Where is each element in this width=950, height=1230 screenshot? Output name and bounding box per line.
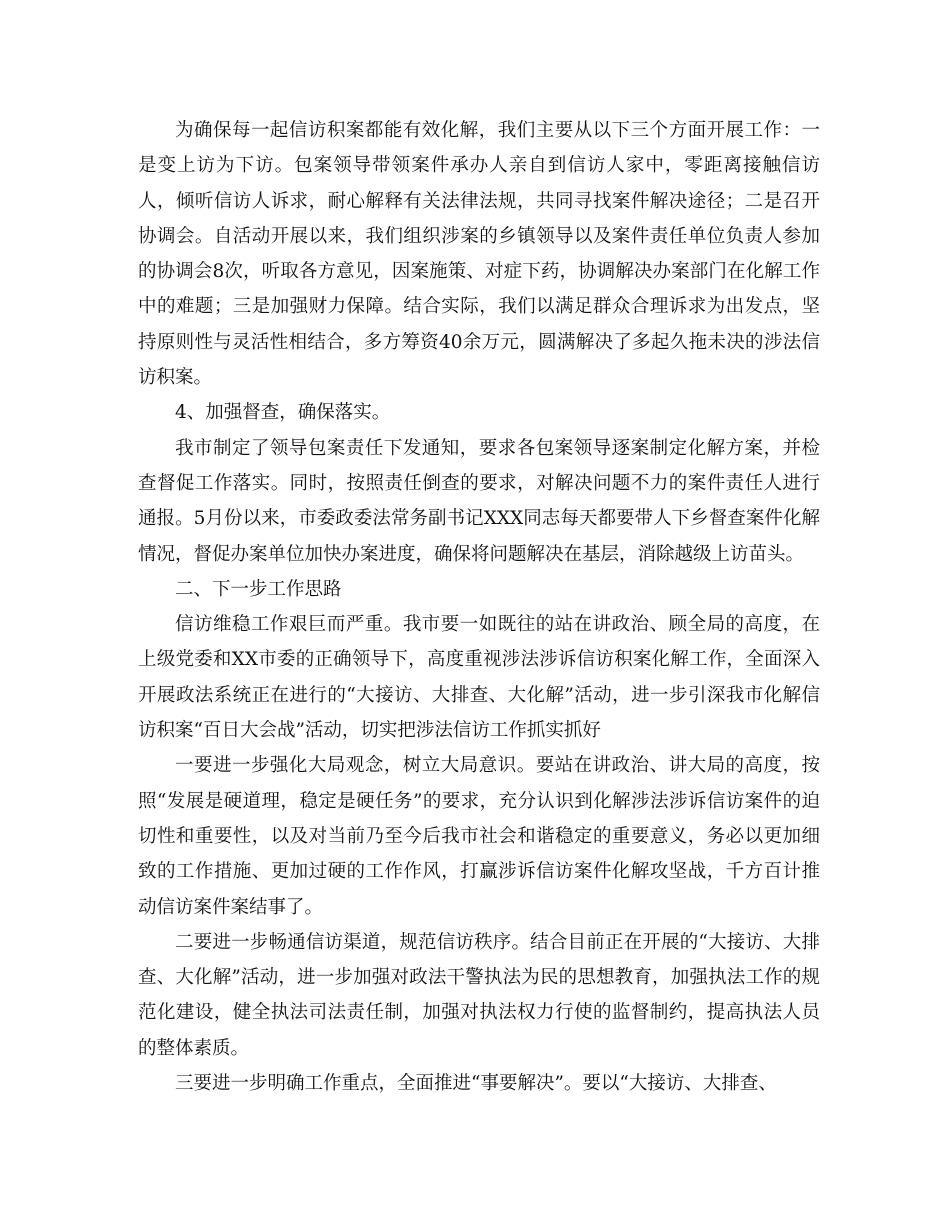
paragraph-supervision: 我市制定了领导包案责任下发通知，要求各包案领导逐案制定化解方案，并检查督促工作落实。同时，按照责任倒查的要求，对解决问题不力的案件责任人进行通报。5月份以来，市委政委法常务副书记XXX同志每天都要带人下乡督查案件化解情况，督促办案单位加快办案进度，确保将问题解决在基层，消除越级上访苗头。 (138, 437, 820, 565)
paragraph-next-steps-intro: 信访维稳工作艰巨而严重。我市要一如既往的站在讲政治、顾全局的高度，在上级党委和XX市委的正确领导下，高度重视涉法涉诉信访积案化解工作，全面深入开展政法系统正在进行的“大接访、大排查、大化解”活动，进一步引深我市化解信访积案“百日大会战”活动，切实把涉法信访工作抓实抓好 (138, 614, 820, 742)
document-body (138, 113, 820, 1101)
paragraph-point-two: 二要进一步畅通信访渠道，规范信访秩序。结合目前正在开展的“大接访、大排查、大化解”活动，进一步加强对政法干警执法为民的思想教育，加强执法工作的规范化建设，健全执法司法责任制，加强对执法权力行使的监督制约，提高执法人员的整体素质。 (138, 931, 820, 1059)
paragraph-work-methods: 为确保每一起信访积案都能有效化解，我们主要从以下三个方面开展工作：一是变上访为下访。包案领导带领案件承办人亲自到信访人家中，零距离接触信访人，倾听信访人诉求，耐心解释有关法律法规，共同寻找案件解决途径；二是召开协调会。自活动开展以来，我们组织涉案的乡镇领导以及案件责任单位负责人参加的协调会8次，听取各方意见，因案施策、对症下药，协调解决办案部门在化解工作中的难题；三是加强财力保障。结合实际，我们以满足群众合理诉求为出发点，坚持原则性与灵活性相结合，多方筹资40余万元，圆满解决了多起久拖未决的涉法信访积案。 (138, 120, 820, 389)
heading-next-steps: 二、下一步工作思路 (175, 578, 342, 600)
heading-supervision: 4、加强督查，确保落实。 (175, 402, 391, 424)
paragraph-point-three: 三要进一步明确工作重点，全面推进“事要解决”。要以“大接访、大排查、 (175, 1073, 777, 1095)
paragraph-point-one: 一要进一步强化大局观念，树立大局意识。要站在讲政治、讲大局的高度，按照“发展是硬道理，稳定是硬任务”的要求，充分认识到化解涉法涉诉信访案件的迫切性和重要性，以及对当前乃至今后我市社会和谐稳定的重要意义，务必以更加细致的工作措施、更加过硬的工作作风，打赢涉诉信访案件化解攻坚战，千方百计推动信访案件案结事了。 (138, 755, 820, 918)
